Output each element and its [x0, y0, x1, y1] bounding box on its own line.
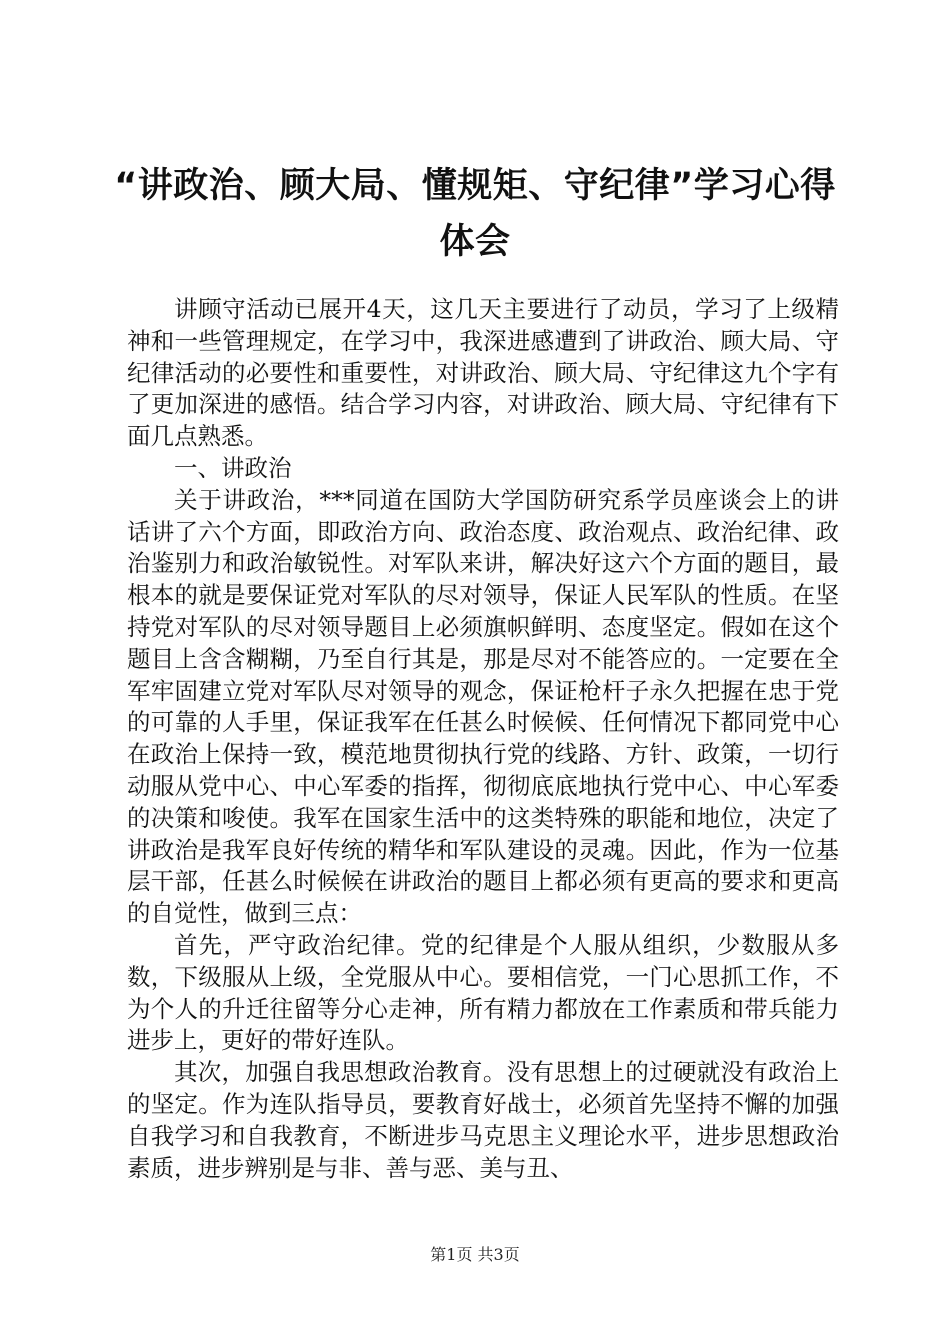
section-heading-politics: 一、讲政治 — [174, 453, 292, 482]
page-footer: 第1页 共3页 — [430, 1245, 520, 1264]
paragraph-politics: 关于讲政治，***同道在国防大学国防研究系学员座谈会上的讲话讲了六个方面，即政治方向、政治态度、政治观点、政治纪律、政治鉴别力和政治敏锐性。对军队来讲，解决好这六个方面的题目，最根本的就是要保证党对军队的尽对领导，保证人民军队的性质。在坚持党对军队的尽对领导题目上必须旗帜鲜明、态度坚定。假如在这个题目上含含糊糊，乃至自行其是，那是尽对不能答应的。一定要在全军牢固建立党对军队尽对领导的观念，保证枪杆子永久把握在忠于党的可靠的人手里，保证我军在任甚么时候候、任何情况下都同党中心在政治上保持一致，模范地贯彻执行党的线路、方针、政策，一切行动服从党中心、中心军委的指挥，彻彻底底地执行党中心、中心军委的决策和唆使。我军在国家生活中的这类特殊的职能和地位，决定了讲政治是我军良好传统的精华和军队建设的灵魂。因此，作为一位基层干部，任甚么时候候在讲政治的题目上都必须有更高的要求和更高的自觉性，做到三点： — [127, 485, 839, 928]
paragraph-intro: 讲顾守活动已展开4天，这几天主要进行了动员，学习了上级精神和一些管理规定，在学习中，我深进感遭到了讲政治、顾大局、守纪律活动的必要性和重要性，对讲政治、顾大局、守纪律这九个字有了更加深进的感悟。结合学习内容，对讲政治、顾大局、守纪律有下面几点熟悉。 — [127, 295, 839, 451]
document-title: “讲政治、顾大局、懂规矩、守纪律”学习心得体会 — [114, 166, 836, 262]
paragraph-second-point: 其次，加强自我思想政治教育。没有思想上的过硬就没有政治上的坚定。作为连队指导员，要教育好战士，必须首先坚持不懈的加强自我学习和自我教育，不断进步马克思主义理论水平，进步思想政治素质，进步辨别是与非、善与恶、美与丑、 — [127, 1058, 839, 1182]
document-body — [127, 294, 839, 1184]
paragraph-first-point: 首先，严守政治纪律。党的纪律是个人服从组织，少数服从多数，下级服从上级，全党服从中心。要相信党，一门心思抓工作，不为个人的升迁往留等分心走神，所有精力都放在工作素质和带兵能力进步上，更好的带好连队。 — [127, 930, 839, 1055]
